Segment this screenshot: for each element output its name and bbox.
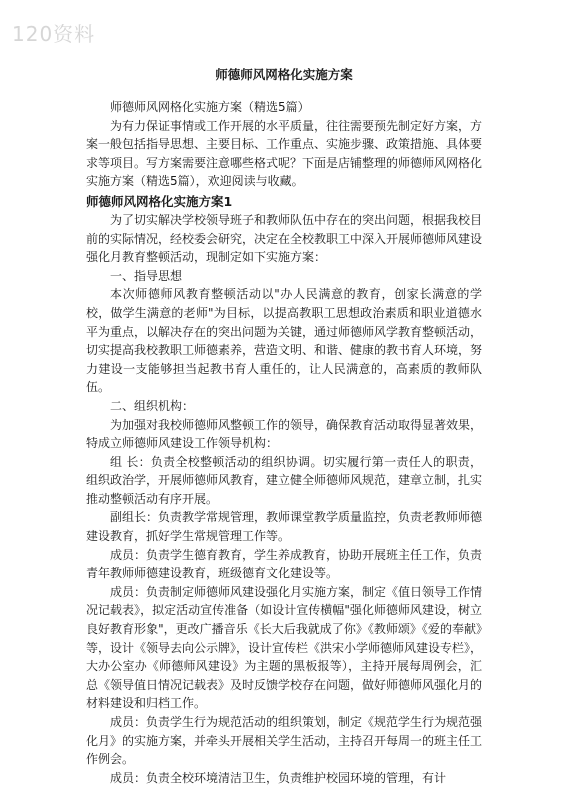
document-title: 师德师风网格化实施方案: [215, 67, 353, 82]
role-paragraph-member: 成员：负责学生行为规范活动的组织策划，制定《规范学生行为规范强化月》的实施方案，并牵头开展相关学生活动，主持召开每周一的班主任工作例会。: [86, 715, 483, 767]
role-paragraph-leader: 组 长：负责全校整顿活动的组织协调。切实履行第一责任人的职责，组织政治学，开展师德师风教育，建立健全师德师风规范，建章立制，扎实推动整顿活动有序开展。: [86, 454, 483, 506]
role-paragraph-member: 成员：负责制定师德师风建设强化月实施方案，制定《值日领导工作情况记载表》，拟定活动宣传准备（如设计宣传横幅"强化师德师风建设，树立良好教育形象"，更改广播音乐《长大后我就成了你》《教师颂》《爱的奉献》等，设计《领导去向公示牌》，设计宣传栏《洪宋小学师德师风建设专栏》，大办公室办《师德师风建设》为主题的黑板报等），主持开展每周例会，汇总《领导值日情况记载表》及时反馈学校存在问题，做好师德师风强化月的材料建设和归档工作。: [86, 584, 483, 711]
body-paragraph: 为了切实解决学校领导班子和教师队伍中存在的突出问题，根据我校目前的实际情况，经校委会研究，决定在全校教职工中深入开展师德师风建设强化月教育整顿活动，现制定如下实施方案：: [86, 212, 483, 265]
subheading-guiding-ideology: 一、指导思想: [110, 268, 183, 283]
intro-line: 师德师风网格化实施方案（精选5篇）: [110, 100, 310, 114]
role-paragraph-member: 成员：负责全校环境清洁卫生，负责维护校园环境的管理，有计: [110, 770, 447, 785]
watermark-logo: 120资料: [12, 22, 96, 46]
role-paragraph-member: 成员：负责学生德育教育，学生养成教育，协助开展班主任工作，负责青年教师师德建设教育，班级德育文化建设等。: [86, 547, 483, 581]
body-paragraph: 为加强对我校师德师风整顿工作的领导，确保教育活动取得显著效果，特成立师德师风建设工作领导机构：: [86, 417, 483, 451]
role-paragraph-deputy: 副组长：负责教学常规管理，教师课堂教学质量监控，负责老教师师德建设教育，抓好学生常规管理工作等。: [86, 510, 483, 544]
intro-paragraph: 为有力保证事情或工作开展的水平质量，往往需要预先制定好方案，方案一般包括指导思想、主要目标、工作重点、实施步骤、政策措施、具体要求等项目。写方案需要注意哪些格式呢？下面是店铺整理的师德师风网格化实施方案（精选5篇），欢迎阅读与收藏。: [86, 118, 483, 189]
document-page: [86, 66, 482, 787]
subheading-organization: 二、组织机构：: [110, 398, 195, 413]
section-heading: 师德师风网格化实施方案1: [86, 193, 233, 209]
body-paragraph: 本次师德师风教育整顿活动以"办人民满意的教育，创家长满意的学校，做学生满意的老师"为目标，以提高教职工思想政治素质和职业道德水平为重点，以解决存在的突出问题为关键，通过师德师风学教育整顿活动，切实提高我校教职工师德素养，营造文明、和谐、健康的教书育人环境，努力建设一支能够担当起教书育人重任的，让人民满意的，高素质的教师队伍。: [86, 287, 483, 395]
